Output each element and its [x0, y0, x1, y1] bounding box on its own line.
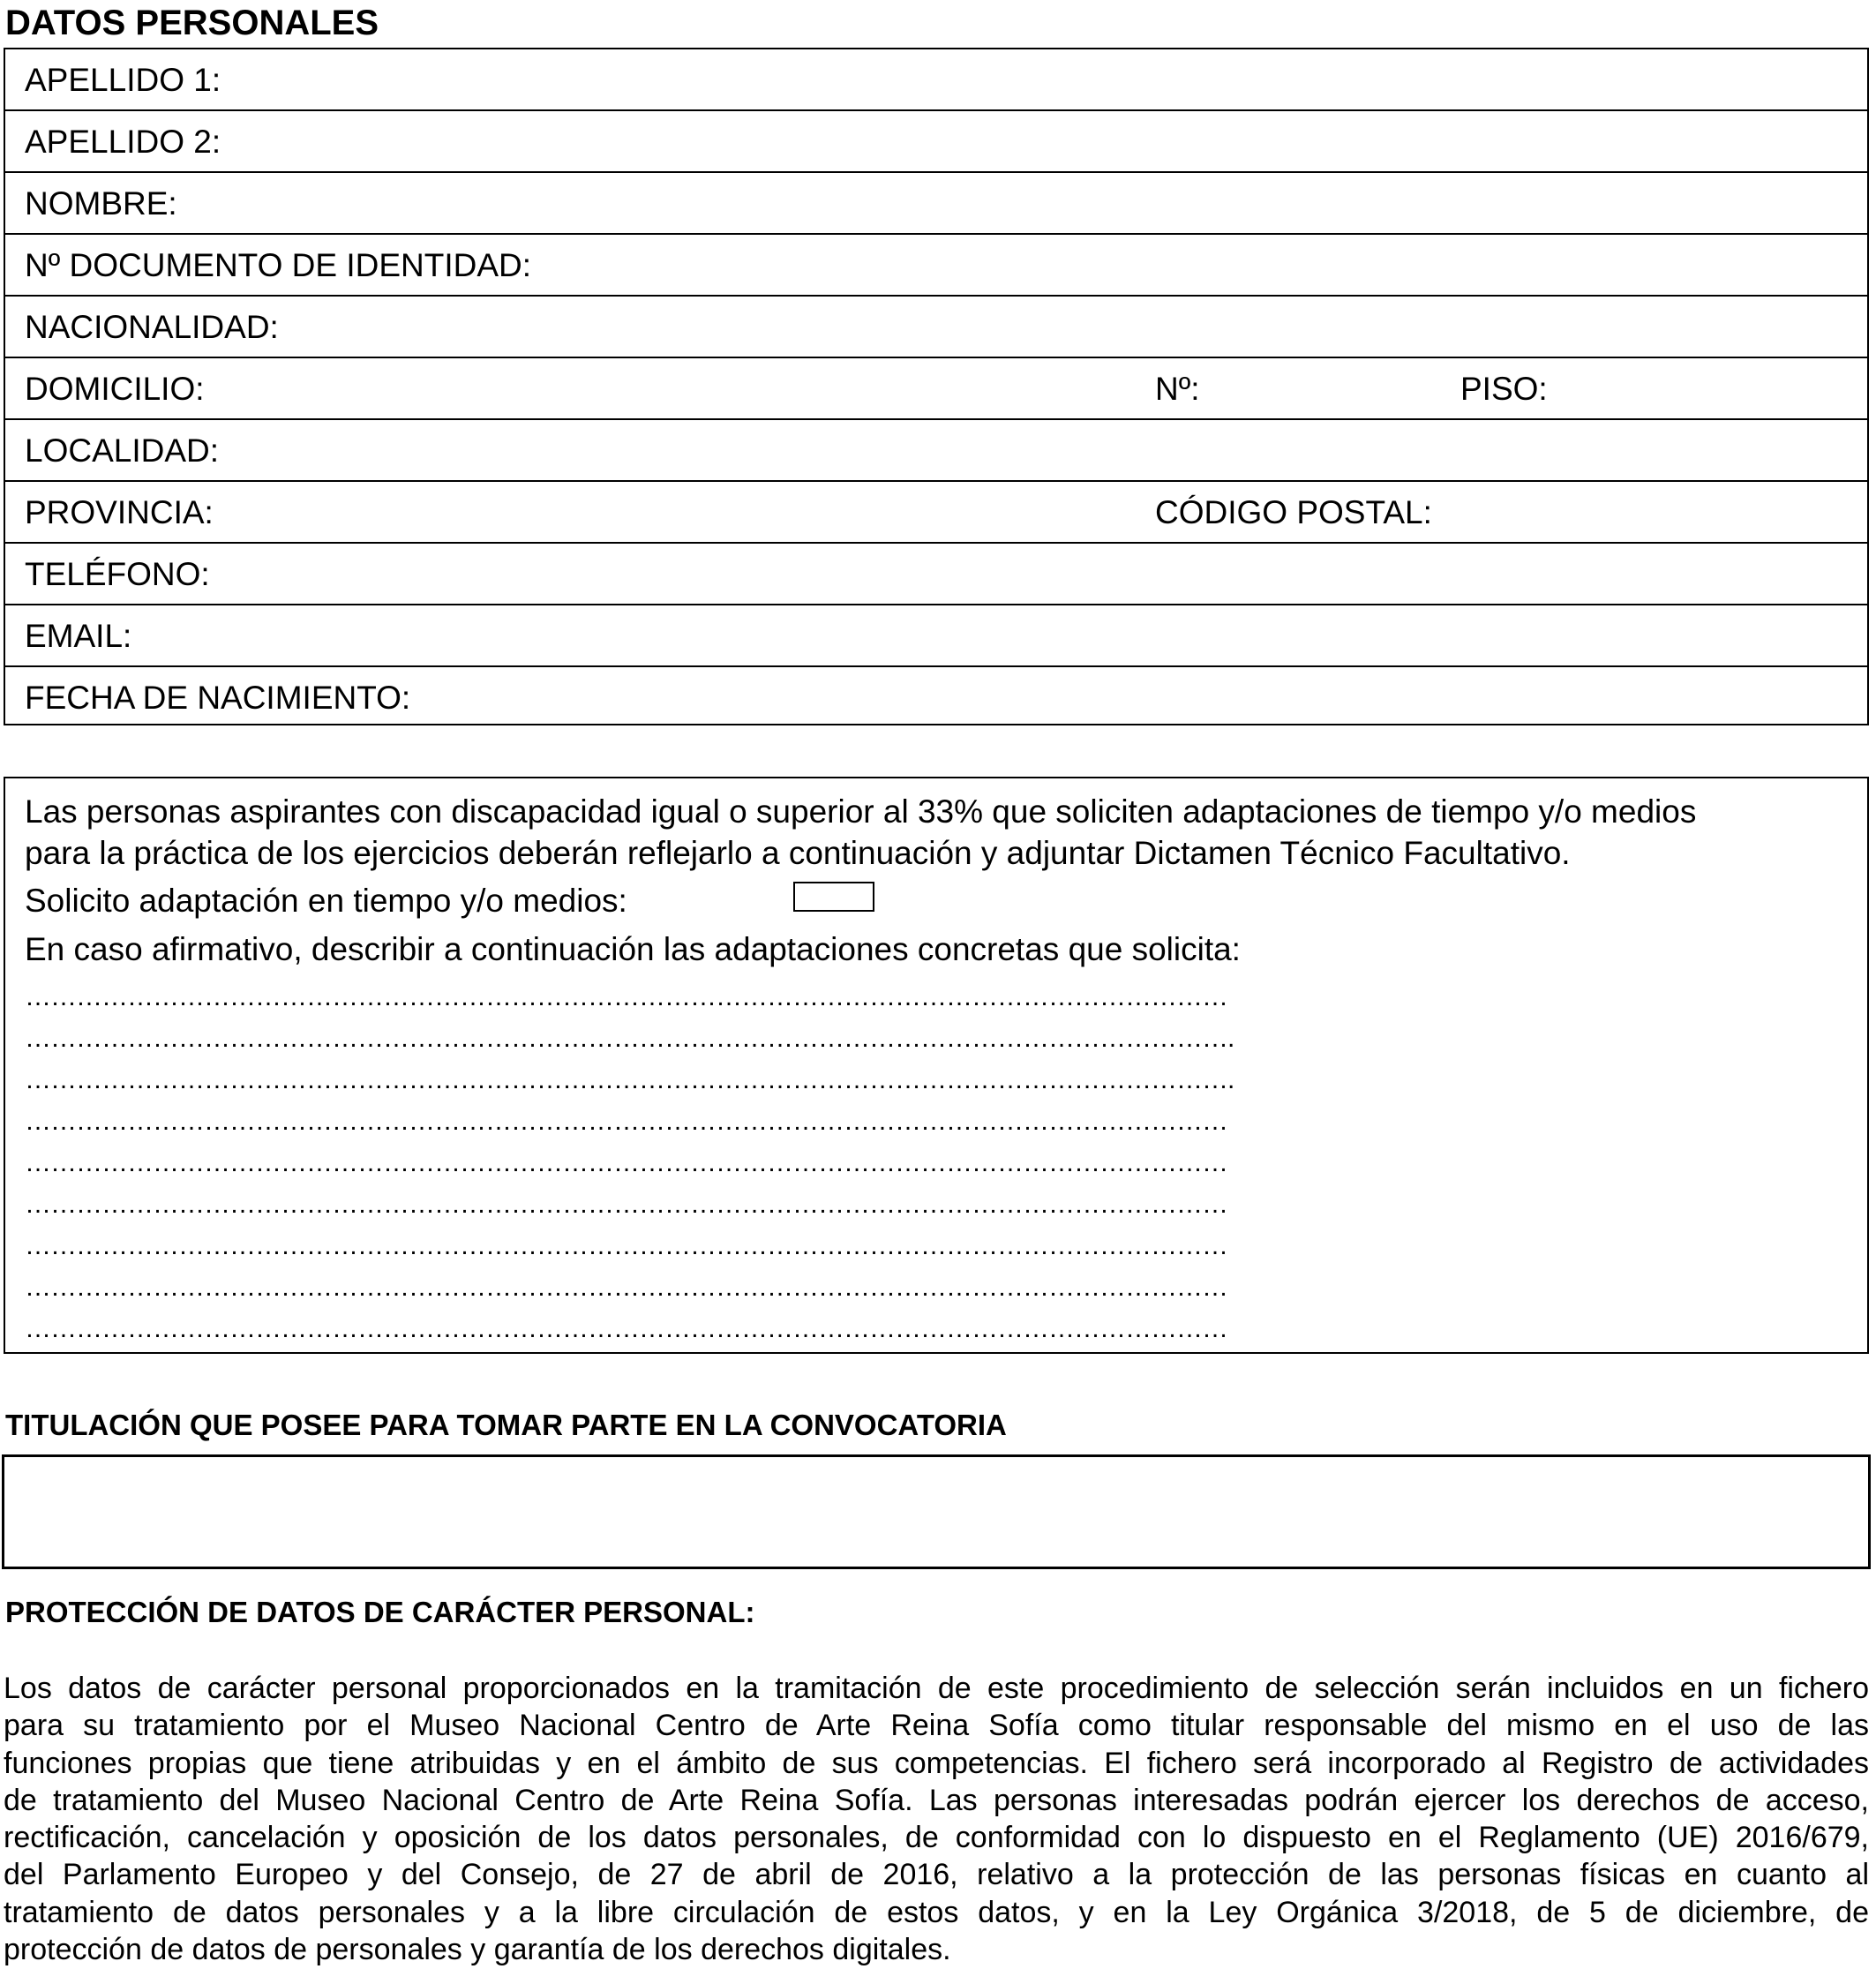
disability-section [4, 777, 1869, 1354]
nacionalidad-row[interactable] [5, 297, 1867, 358]
domicilio-row[interactable] [5, 358, 1867, 420]
apellido1-row[interactable] [5, 49, 1867, 111]
proteccion-heading: PROTECCIÓN DE DATOS DE CARÁCTER PERSONAL: [5, 1596, 755, 1628]
proteccion-line-1: Los datos de carácter personal proporcionados en la tramitación de este procedimiento de selección serán incluidos en un fichero [4, 1672, 1869, 1705]
nombre-row[interactable] [5, 173, 1867, 235]
email-row[interactable] [5, 605, 1867, 667]
codigo-postal-label: CÓDIGO POSTAL: [1155, 494, 1432, 530]
personal-data-heading: DATOS PERSONALES [5, 4, 379, 42]
proteccion-line-4: de tratamiento del Museo Nacional Centro de Arte Reina Sofía. Las personas interesadas podrán ejercer los derechos de acceso, [4, 1783, 1869, 1817]
adaptation-request-label: Solicito adaptación en tiempo y/o medios: [25, 883, 627, 919]
nacionalidad-label: NACIONALIDAD: [25, 309, 279, 345]
answer-line-6[interactable]: …………………………………………………………………………………………………………………………… [25, 1190, 1227, 1219]
telefono-label: TELÉFONO: [25, 556, 210, 592]
provincia-row[interactable] [5, 482, 1867, 544]
proteccion-line-8: protección de datos de personales y garantía de los derechos digitales. [4, 1933, 951, 1967]
describe-adaptations-label: En caso afirmativo, describir a continuación las adaptaciones concretas que solicita: [25, 931, 1241, 967]
provincia-label: PROVINCIA: [25, 494, 214, 530]
proteccion-line-7: tratamiento de datos personales y a la libre circulación de estos datos, y en la Ley Orgánica 3/2018, de 5 de diciembre, de [4, 1895, 1869, 1929]
piso-label: PISO: [1460, 371, 1548, 407]
proteccion-line-6: del Parlamento Europeo y del Consejo, de 27 de abril de 2016, relativo a la protección de las personas físicas en cuanto al [4, 1858, 1869, 1892]
titulacion-heading: TITULACIÓN QUE POSEE PARA TOMAR PARTE EN LA CONVOCATORIA [5, 1409, 1007, 1441]
adaptation-checkbox[interactable] [793, 882, 874, 912]
personal-data-table [4, 48, 1869, 725]
apellido2-row[interactable] [5, 111, 1867, 173]
answer-line-3[interactable]: ……………………………………………………………………………………………………………………………. [25, 1065, 1234, 1094]
answer-line-9[interactable]: …………………………………………………………………………………………………………………………… [25, 1314, 1227, 1343]
proteccion-line-5: rectificación, cancelación y oposición de los datos personales, de conformidad con lo dispuesto en el Reglamento (UE) 2016/679, [4, 1821, 1869, 1855]
answer-line-5[interactable]: …………………………………………………………………………………………………………………………… [25, 1148, 1227, 1177]
proteccion-line-2: para su tratamiento por el Museo Nacional Centro de Arte Reina Sofía como titular responsable del mismo en el uso de las [4, 1709, 1869, 1743]
titulacion-field[interactable] [2, 1454, 1871, 1569]
answer-line-8[interactable]: …………………………………………………………………………………………………………………………… [25, 1273, 1227, 1302]
disability-text-line-2: para la práctica de los ejercicios deberán reflejarlo a continuación y adjuntar Dictamen Técnico Facultativo. [25, 835, 1571, 871]
domicilio-label: DOMICILIO: [25, 371, 205, 407]
apellido2-label: APELLIDO 2: [25, 124, 221, 160]
proteccion-line-3: funciones propias que tiene atribuidas y en el ámbito de sus competencias. El fichero será incorporado al Registro de actividades [4, 1746, 1869, 1780]
email-label: EMAIL: [25, 618, 132, 654]
apellido1-label: APELLIDO 1: [25, 62, 221, 98]
nombre-label: NOMBRE: [25, 185, 177, 222]
answer-line-4[interactable]: …………………………………………………………………………………………………………………………… [25, 1107, 1227, 1136]
disability-text-line-1: Las personas aspirantes con discapacidad igual o superior al 33% que soliciten adaptaciones de tiempo y/o medios [25, 793, 1697, 830]
telefono-row[interactable] [5, 544, 1867, 605]
answer-line-1[interactable]: …………………………………………………………………………………………………………………………… [25, 982, 1227, 1011]
documento-row[interactable] [5, 235, 1867, 297]
localidad-row[interactable] [5, 420, 1867, 482]
answer-line-2[interactable]: ……………………………………………………………………………………………………………………………. [25, 1024, 1234, 1053]
numero-label: Nº: [1155, 371, 1200, 407]
localidad-label: LOCALIDAD: [25, 432, 220, 469]
fecha-nacimiento-label: FECHA DE NACIMIENTO: [25, 680, 411, 716]
fecha-nacimiento-row[interactable] [5, 667, 1867, 725]
proteccion-body [4, 1670, 1869, 1968]
answer-line-7[interactable]: …………………………………………………………………………………………………………………………… [25, 1231, 1227, 1260]
documento-label: Nº DOCUMENTO DE IDENTIDAD: [25, 247, 532, 283]
